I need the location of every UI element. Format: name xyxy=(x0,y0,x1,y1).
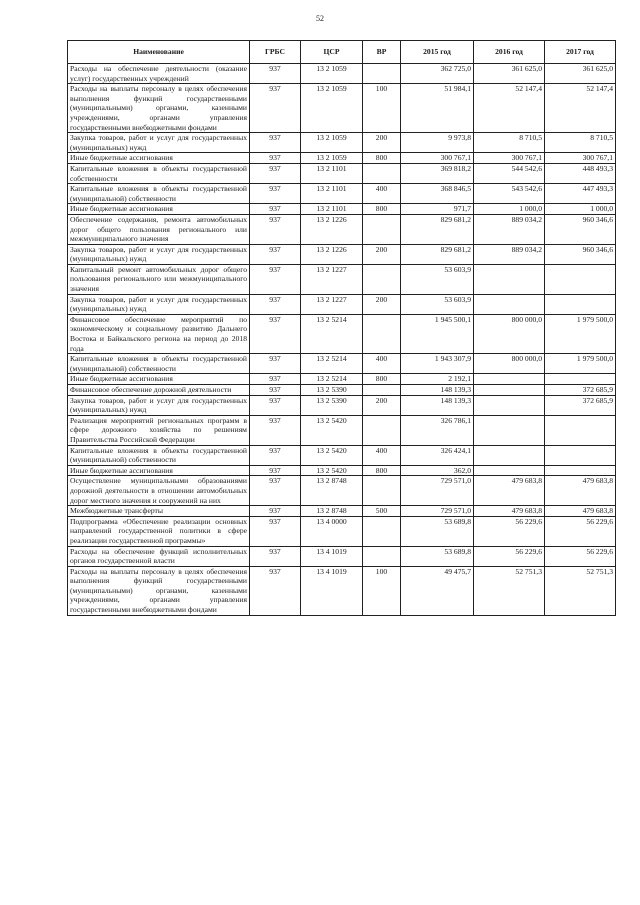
table-row xyxy=(68,445,616,465)
row-csr-cell: 13 4 1019 xyxy=(301,546,363,566)
row-2017-cell: 52 147,4 xyxy=(545,84,616,133)
table-row xyxy=(68,465,616,476)
row-grbs-cell: 937 xyxy=(250,264,301,294)
row-name-cell: Капитальный ремонт автомобильных дорог общего пользования регионального или межмуниципального значения xyxy=(68,264,250,294)
row-grbs-cell: 937 xyxy=(250,385,301,396)
row-2016-cell: 800 000,0 xyxy=(474,354,545,374)
row-2015-cell: 362 725,0 xyxy=(401,64,474,84)
table-row xyxy=(68,374,616,385)
row-name-cell: Закупка товаров, работ и услуг для государственных (муниципальных) нужд xyxy=(68,133,250,153)
row-vr-cell: 800 xyxy=(363,465,401,476)
row-2015-cell: 1 943 307,9 xyxy=(401,354,474,374)
row-name-cell: Иные бюджетные ассигнования xyxy=(68,374,250,385)
row-2017-cell xyxy=(545,294,616,314)
row-2017-cell: 52 751,3 xyxy=(545,566,616,615)
row-2015-cell: 300 767,1 xyxy=(401,153,474,164)
row-2016-cell xyxy=(474,415,545,445)
row-vr-cell: 500 xyxy=(363,506,401,517)
row-2016-cell: 889 034,2 xyxy=(474,244,545,264)
row-2015-cell: 729 571,0 xyxy=(401,476,474,506)
row-name-cell: Межбюджетные трансферты xyxy=(68,506,250,517)
row-csr-cell: 13 2 1101 xyxy=(301,163,363,183)
row-2015-cell: 368 846,5 xyxy=(401,184,474,204)
row-csr-cell: 13 2 1227 xyxy=(301,294,363,314)
row-grbs-cell: 937 xyxy=(250,465,301,476)
header-2016: 2016 год xyxy=(474,41,545,64)
row-csr-cell: 13 2 8748 xyxy=(301,476,363,506)
row-2016-cell xyxy=(474,445,545,465)
row-name-cell: Капитальные вложения в объекты государственной (муниципальной) собственности xyxy=(68,184,250,204)
row-grbs-cell: 937 xyxy=(250,184,301,204)
row-name-cell: Закупка товаров, работ и услуг для государственных (муниципальных) нужд xyxy=(68,244,250,264)
row-csr-cell: 13 2 1101 xyxy=(301,204,363,215)
row-name-cell: Расходы на обеспечение деятельности (оказание услуг) государственных учреждений xyxy=(68,64,250,84)
row-2017-cell xyxy=(545,415,616,445)
row-2016-cell xyxy=(474,294,545,314)
row-csr-cell: 13 2 5420 xyxy=(301,445,363,465)
row-grbs-cell: 937 xyxy=(250,133,301,153)
row-2016-cell: 543 542,6 xyxy=(474,184,545,204)
table-row xyxy=(68,163,616,183)
row-2016-cell: 361 625,0 xyxy=(474,64,545,84)
row-2015-cell: 148 139,3 xyxy=(401,395,474,415)
row-name-cell: Обеспечение содержания, ремонта автомобильных дорог общего пользования регионального или межмуниципального значения xyxy=(68,214,250,244)
row-2016-cell: 889 034,2 xyxy=(474,214,545,244)
row-2017-cell xyxy=(545,374,616,385)
row-2017-cell xyxy=(545,465,616,476)
row-2016-cell xyxy=(474,264,545,294)
table-body xyxy=(68,64,616,616)
row-name-cell: Закупка товаров, работ и услуг для государственных (муниципальных) нужд xyxy=(68,294,250,314)
row-vr-cell: 200 xyxy=(363,294,401,314)
header-csr: ЦСР xyxy=(301,41,363,64)
row-name-cell: Капитальные вложения в объекты государственной собственности xyxy=(68,163,250,183)
row-csr-cell: 13 2 1059 xyxy=(301,153,363,164)
row-grbs-cell: 937 xyxy=(250,476,301,506)
row-name-cell: Иные бюджетные ассигнования xyxy=(68,465,250,476)
row-2017-cell: 56 229,6 xyxy=(545,546,616,566)
row-2017-cell: 372 685,9 xyxy=(545,385,616,396)
row-2017-cell: 960 346,6 xyxy=(545,244,616,264)
row-2015-cell: 53 603,9 xyxy=(401,294,474,314)
row-2016-cell: 56 229,6 xyxy=(474,516,545,546)
row-name-cell: Расходы на выплаты персоналу в целях обеспечения выполнения функций государственными (муниципальными) органами, казенными учреждениями, органами управления государственными внебюджетными фондами xyxy=(68,566,250,615)
row-name-cell: Финансовое обеспечение дорожной деятельности xyxy=(68,385,250,396)
row-csr-cell: 13 2 1059 xyxy=(301,64,363,84)
row-2015-cell: 2 192,1 xyxy=(401,374,474,385)
row-csr-cell: 13 2 1059 xyxy=(301,133,363,153)
table-row xyxy=(68,395,616,415)
row-grbs-cell: 937 xyxy=(250,244,301,264)
row-grbs-cell: 937 xyxy=(250,506,301,517)
row-2017-cell: 447 493,3 xyxy=(545,184,616,204)
row-2016-cell: 300 767,1 xyxy=(474,153,545,164)
table-row xyxy=(68,133,616,153)
table-row xyxy=(68,294,616,314)
table-row xyxy=(68,314,616,353)
row-vr-cell: 400 xyxy=(363,445,401,465)
row-2015-cell: 326 786,1 xyxy=(401,415,474,445)
row-2017-cell xyxy=(545,445,616,465)
table-row xyxy=(68,385,616,396)
row-csr-cell: 13 2 5390 xyxy=(301,395,363,415)
table-row xyxy=(68,264,616,294)
row-name-cell: Осуществление муниципальными образованиями дорожной деятельности в отношении автомобильных дорог местного значения и сооружений на них xyxy=(68,476,250,506)
row-2016-cell xyxy=(474,395,545,415)
table-row xyxy=(68,415,616,445)
row-vr-cell xyxy=(363,415,401,445)
row-grbs-cell: 937 xyxy=(250,314,301,353)
row-csr-cell: 13 2 1059 xyxy=(301,84,363,133)
row-grbs-cell: 937 xyxy=(250,204,301,215)
table-header-row xyxy=(68,41,616,64)
row-name-cell: Финансовое обеспечение мероприятий по экономическому и социальному развитию Дальнего Востока и Байкальского региона на период до 2018 года xyxy=(68,314,250,353)
row-grbs-cell: 937 xyxy=(250,395,301,415)
row-2015-cell: 369 818,2 xyxy=(401,163,474,183)
row-grbs-cell: 937 xyxy=(250,163,301,183)
table-row xyxy=(68,506,616,517)
row-2017-cell: 361 625,0 xyxy=(545,64,616,84)
row-grbs-cell: 937 xyxy=(250,445,301,465)
row-csr-cell: 13 2 5214 xyxy=(301,354,363,374)
row-2017-cell: 300 767,1 xyxy=(545,153,616,164)
row-2015-cell: 148 139,3 xyxy=(401,385,474,396)
row-name-cell: Расходы на выплаты персоналу в целях обеспечения выполнения функций государственными (муниципальными) органами, казенными учреждениями, органами управления государственными внебюджетными фондами xyxy=(68,84,250,133)
row-2015-cell: 53 603,9 xyxy=(401,264,474,294)
table-row xyxy=(68,566,616,615)
row-name-cell: Реализация мероприятий региональных программ в сфере дорожного хозяйства по решениям Правительства Российской Федерации xyxy=(68,415,250,445)
row-grbs-cell: 937 xyxy=(250,214,301,244)
row-name-cell: Капитальные вложения в объекты государственной (муниципальной) собственности xyxy=(68,354,250,374)
row-vr-cell: 100 xyxy=(363,566,401,615)
row-vr-cell: 400 xyxy=(363,354,401,374)
row-vr-cell xyxy=(363,546,401,566)
table-row xyxy=(68,64,616,84)
row-2015-cell: 1 945 500,1 xyxy=(401,314,474,353)
row-2015-cell: 326 424,1 xyxy=(401,445,474,465)
row-2016-cell: 56 229,6 xyxy=(474,546,545,566)
row-name-cell: Иные бюджетные ассигнования xyxy=(68,153,250,164)
row-2016-cell: 479 683,8 xyxy=(474,506,545,517)
row-vr-cell xyxy=(363,516,401,546)
row-2016-cell xyxy=(474,465,545,476)
row-2016-cell xyxy=(474,374,545,385)
row-2015-cell: 49 475,7 xyxy=(401,566,474,615)
row-2016-cell: 479 683,8 xyxy=(474,476,545,506)
row-2015-cell: 53 689,8 xyxy=(401,546,474,566)
row-grbs-cell: 937 xyxy=(250,153,301,164)
row-csr-cell: 13 2 1227 xyxy=(301,264,363,294)
budget-table xyxy=(67,40,616,616)
row-grbs-cell: 937 xyxy=(250,566,301,615)
header-grbs: ГРБС xyxy=(250,41,301,64)
row-vr-cell xyxy=(363,264,401,294)
row-2017-cell: 1 000,0 xyxy=(545,204,616,215)
row-2015-cell: 9 973,8 xyxy=(401,133,474,153)
row-grbs-cell: 937 xyxy=(250,546,301,566)
row-2017-cell: 479 683,8 xyxy=(545,506,616,517)
row-2017-cell: 1 979 500,0 xyxy=(545,314,616,353)
page-number: 52 xyxy=(316,14,324,23)
row-2016-cell: 544 542,6 xyxy=(474,163,545,183)
row-vr-cell: 800 xyxy=(363,153,401,164)
row-grbs-cell: 937 xyxy=(250,64,301,84)
header-2017: 2017 год xyxy=(545,41,616,64)
row-2016-cell: 1 000,0 xyxy=(474,204,545,215)
header-vr: ВР xyxy=(363,41,401,64)
table-row xyxy=(68,84,616,133)
row-name-cell: Подпрограмма «Обеспечение реализации основных направлений государственной политики в сфере реализации государственной программы» xyxy=(68,516,250,546)
row-2015-cell: 362,0 xyxy=(401,465,474,476)
table-row xyxy=(68,184,616,204)
row-csr-cell: 13 2 5420 xyxy=(301,465,363,476)
row-2017-cell: 479 683,8 xyxy=(545,476,616,506)
row-2015-cell: 729 571,0 xyxy=(401,506,474,517)
row-vr-cell xyxy=(363,314,401,353)
row-vr-cell xyxy=(363,163,401,183)
row-2016-cell xyxy=(474,385,545,396)
table-row xyxy=(68,354,616,374)
row-vr-cell: 200 xyxy=(363,395,401,415)
row-2017-cell: 372 685,9 xyxy=(545,395,616,415)
row-vr-cell: 200 xyxy=(363,133,401,153)
row-name-cell: Иные бюджетные ассигнования xyxy=(68,204,250,215)
row-2017-cell xyxy=(545,264,616,294)
row-2017-cell: 8 710,5 xyxy=(545,133,616,153)
row-2017-cell: 960 346,6 xyxy=(545,214,616,244)
row-vr-cell: 800 xyxy=(363,204,401,215)
row-2016-cell: 52 751,3 xyxy=(474,566,545,615)
row-csr-cell: 13 2 1226 xyxy=(301,244,363,264)
table-row xyxy=(68,516,616,546)
row-vr-cell xyxy=(363,214,401,244)
row-vr-cell xyxy=(363,476,401,506)
row-2016-cell: 800 000,0 xyxy=(474,314,545,353)
row-2015-cell: 829 681,2 xyxy=(401,244,474,264)
table-row xyxy=(68,204,616,215)
row-2016-cell: 8 710,5 xyxy=(474,133,545,153)
row-grbs-cell: 937 xyxy=(250,516,301,546)
row-csr-cell: 13 2 5214 xyxy=(301,314,363,353)
row-vr-cell xyxy=(363,64,401,84)
table-row xyxy=(68,214,616,244)
row-grbs-cell: 937 xyxy=(250,374,301,385)
row-csr-cell: 13 2 5214 xyxy=(301,374,363,385)
row-vr-cell: 200 xyxy=(363,244,401,264)
row-name-cell: Расходы на обеспечение функций исполнительных органов государственной власти xyxy=(68,546,250,566)
table-row xyxy=(68,153,616,164)
row-2016-cell: 52 147,4 xyxy=(474,84,545,133)
row-2015-cell: 971,7 xyxy=(401,204,474,215)
row-2017-cell: 1 979 500,0 xyxy=(545,354,616,374)
row-csr-cell: 13 2 1101 xyxy=(301,184,363,204)
row-vr-cell: 400 xyxy=(363,184,401,204)
row-csr-cell: 13 2 5390 xyxy=(301,385,363,396)
row-2017-cell: 448 493,3 xyxy=(545,163,616,183)
row-csr-cell: 13 4 0000 xyxy=(301,516,363,546)
row-name-cell: Закупка товаров, работ и услуг для государственных (муниципальных) нужд xyxy=(68,395,250,415)
table-row xyxy=(68,546,616,566)
row-csr-cell: 13 2 5420 xyxy=(301,415,363,445)
row-grbs-cell: 937 xyxy=(250,294,301,314)
row-2015-cell: 53 689,8 xyxy=(401,516,474,546)
table-row xyxy=(68,476,616,506)
row-csr-cell: 13 2 8748 xyxy=(301,506,363,517)
row-vr-cell xyxy=(363,385,401,396)
table-row xyxy=(68,244,616,264)
row-2015-cell: 51 984,1 xyxy=(401,84,474,133)
row-grbs-cell: 937 xyxy=(250,354,301,374)
row-name-cell: Капитальные вложения в объекты государственной (муниципальной) собственности xyxy=(68,445,250,465)
header-name: Наименование xyxy=(68,41,250,64)
row-2015-cell: 829 681,2 xyxy=(401,214,474,244)
row-grbs-cell: 937 xyxy=(250,415,301,445)
header-2015: 2015 год xyxy=(401,41,474,64)
row-csr-cell: 13 4 1019 xyxy=(301,566,363,615)
row-grbs-cell: 937 xyxy=(250,84,301,133)
row-csr-cell: 13 2 1226 xyxy=(301,214,363,244)
row-vr-cell: 800 xyxy=(363,374,401,385)
row-2017-cell: 56 229,6 xyxy=(545,516,616,546)
row-vr-cell: 100 xyxy=(363,84,401,133)
